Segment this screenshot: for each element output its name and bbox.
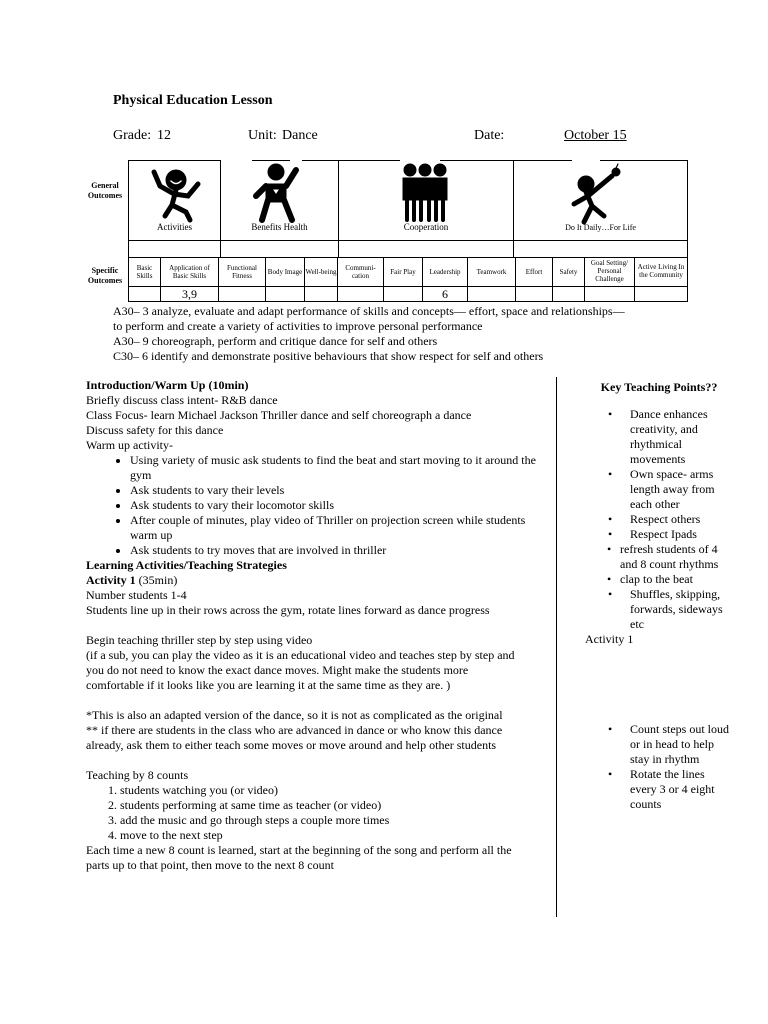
column-divider <box>556 377 557 917</box>
begin-line: comfortable if it looks like you are learning it at the same time as they are. ) <box>86 678 451 692</box>
specific-outcome: Functional Fitness <box>227 264 257 280</box>
grade-label: Grade: <box>113 128 152 143</box>
list-item: 3. add the music and go through steps a couple more times <box>108 813 390 827</box>
list-item: • Own space- arms length away from each other <box>608 467 715 511</box>
outcome-value-activities: 3,9 <box>182 286 197 301</box>
list-item: • clap to the beat <box>607 572 693 586</box>
specific-outcome: Well-being <box>305 268 337 276</box>
list-item: 4. move to the next step <box>108 828 223 842</box>
note-line: ** if there are students in the class who are advanced in dance or who know this dance <box>86 723 503 737</box>
specific-outcome: Communi-cation <box>345 264 376 280</box>
specific-outcome: Teamwork <box>476 268 507 276</box>
list-item: 2. students performing at same time as teacher (or video) <box>108 798 382 812</box>
code-line: A30– 9 choreograph, perform and critique dance for self and others <box>113 334 438 348</box>
general-outcomes-label: General Outcomes <box>87 181 123 200</box>
do-it-daily-figure-icon <box>574 164 620 222</box>
list-item: • Count steps out loud or in head to help stay in rhythm <box>608 722 730 766</box>
teaching-points-list <box>584 407 734 632</box>
begin-line: you do not need to know the exact dance moves. Might make the students more <box>86 663 469 677</box>
closing-line: Each time a new 8 count is learned, start at the beginning of the song and perform all the <box>86 843 512 857</box>
benefits-health-figure-icon <box>256 164 296 220</box>
general-outcome-do-it-daily: Do It Daily…For Life <box>565 222 636 232</box>
code-line: to perform and create a variety of activities to improve personal performance <box>113 319 483 333</box>
unit-label: Unit: <box>248 128 277 143</box>
list-item: • Ask students to vary their levels <box>130 483 546 498</box>
grade-value: 12 <box>157 128 171 143</box>
learning-heading: Learning Activities/Teaching Strategies <box>86 558 287 572</box>
activity1-time: (35min) <box>135 573 178 587</box>
list-item: • Respect others <box>608 512 701 526</box>
specific-outcomes-label: Specific Outcomes <box>87 266 123 285</box>
cooperation-group-icon <box>403 164 447 220</box>
outcome-value-cooperation: 6 <box>442 286 448 301</box>
side-heading: Key Teaching Points?? <box>600 380 718 394</box>
unit-value: Dance <box>282 128 318 143</box>
closing-line: parts up to that point, then move to the next 8 count <box>86 858 334 872</box>
activity1-heading <box>86 573 546 588</box>
warmup-list <box>86 453 546 558</box>
page-title: Physical Education Lesson <box>113 93 273 108</box>
date-label: Date: <box>474 128 505 143</box>
general-outcome-cooperation: Cooperation <box>403 222 449 232</box>
list-item: • Dance enhances creativity, and rhythmical movements <box>608 407 708 466</box>
list-item: • Ask students to try moves that are involved in thriller <box>130 543 546 558</box>
specific-outcome: Body Image <box>267 268 303 276</box>
date-value: October 15 <box>564 128 627 143</box>
list-item: • Respect Ipads <box>608 527 697 541</box>
lesson-body <box>86 378 546 873</box>
list-item: • Ask students to vary their locomotor skills <box>130 498 546 513</box>
key-teaching-points <box>584 380 734 812</box>
note-line: already, ask them to either teach some moves or move around and help other students <box>86 738 497 752</box>
side-activity-label: Activity 1 <box>585 632 634 646</box>
specific-outcome: Basic Skills <box>136 264 153 280</box>
list-item: • Rotate the lines every 3 or 4 eight counts <box>608 767 715 811</box>
specific-outcome: Application of Basic Skills <box>169 264 210 280</box>
specific-outcome: Fair Play <box>390 268 416 276</box>
list-item: • Using variety of music ask students to find the beat and start moving to it around the gym <box>130 453 546 483</box>
begin-line: Begin teaching thriller step by step using video <box>86 633 313 647</box>
specific-outcome: Safety <box>559 268 578 276</box>
list-item: • After couple of minutes, play video of Thriller on projection screen while students warm up <box>130 513 546 543</box>
specific-outcome: Leadership <box>429 268 461 276</box>
activities-figure-icon <box>154 170 198 220</box>
intro-line: Class Focus- learn Michael Jackson Thriller dance and self choreograph a dance <box>86 408 472 422</box>
teaching-steps <box>86 783 546 843</box>
teaching-heading: Teaching by 8 counts <box>86 768 189 782</box>
specific-outcome: Goal Setting/ Personal Challenge <box>590 259 629 283</box>
intro-line: Discuss safety for this dance <box>86 423 224 437</box>
list-item: 1. students watching you (or video) <box>108 783 278 797</box>
begin-line: (if a sub, you can play the video as it is an educational video and teaches step by step and <box>86 648 515 662</box>
activity1-label: Activity 1 <box>86 573 136 587</box>
general-outcome-activities: Activities <box>157 222 192 232</box>
general-outcome-benefits-health: Benefits Health <box>251 222 308 232</box>
activity-line: Number students 1-4 <box>86 588 187 602</box>
activity-line: Students line up in their rows across the gym, rotate lines forward as dance progress <box>86 603 490 617</box>
activity-points-list <box>584 722 734 812</box>
specific-outcome: Active Living In the Community <box>637 263 685 279</box>
intro-heading: Introduction/Warm Up (10min) <box>86 378 249 392</box>
specific-outcome: Effort <box>525 268 543 276</box>
intro-line: Warm up activity- <box>86 438 174 452</box>
list-item: • refresh students of 4 and 8 count rhythms <box>607 542 719 571</box>
code-line: A30– 3 analyze, evaluate and adapt performance of skills and concepts— effort, space and relationships— <box>113 304 625 318</box>
curriculum-outcomes <box>113 304 625 364</box>
intro-line: Briefly discuss class intent- R&B dance <box>86 393 278 407</box>
note-line: *This is also an adapted version of the dance, so it is not as complicated as the original <box>86 708 503 722</box>
code-line: C30– 6 identify and demonstrate positive behaviours that show respect for self and others <box>113 349 544 363</box>
list-item: • Shuffles, skipping, forwards, sideways etc <box>608 587 723 631</box>
